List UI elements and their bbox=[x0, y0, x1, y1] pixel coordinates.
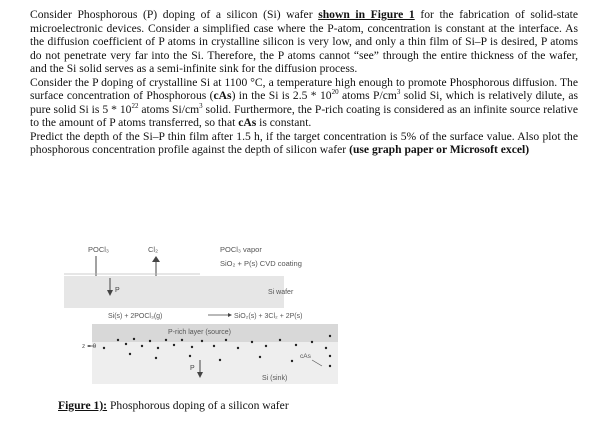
atom bbox=[265, 345, 267, 347]
reaction-reactants: Si(s) + 2POCl₃(g) bbox=[108, 313, 163, 320]
atom bbox=[325, 347, 327, 349]
paragraph-3: Predict the depth of the Si–P thin film after 1.5 h, if the target concentration is 5% of the surface value. Also plot the phosphorous concentration profile against the depth of silicon wafer (use graph paper or Microsoft excel) bbox=[30, 129, 578, 156]
atom bbox=[103, 347, 105, 349]
diagram bbox=[30, 236, 410, 396]
upper-wafer bbox=[64, 276, 284, 308]
atom bbox=[129, 353, 131, 355]
atom bbox=[125, 343, 127, 345]
atom bbox=[295, 344, 297, 346]
figure-1 bbox=[30, 236, 410, 396]
atom bbox=[329, 355, 331, 357]
atom bbox=[189, 355, 191, 357]
atom bbox=[259, 356, 261, 358]
z0-label: z = 0 bbox=[82, 343, 97, 350]
atom bbox=[149, 340, 151, 342]
cvd-coating-label: SiO₂ + P(s) CVD coating bbox=[220, 259, 302, 268]
atom bbox=[173, 344, 175, 346]
instruction-bold: (use graph paper or Microsoft excel) bbox=[349, 143, 530, 156]
paragraph-1: Consider Phosphorous (P) doping of a silicon (Si) wafer shown in Figure 1 for the fabrication of solid-state microelectronic devices. Consider a simplified case where the P-atom, concentration is constant at the interface. As the diffusion coefficient of P atoms in crystalline silicon is very low, and only a thin film of Si–P is desired, P atoms do not penetrate very far into the Si. Therefore, the P atoms cannot “see” through the entire thickness of the wafer, and the Si solid serves as a semi-infinite sink for the diffusion process. bbox=[30, 8, 578, 75]
atom bbox=[329, 365, 331, 367]
atom bbox=[181, 339, 183, 341]
cas-label: cAs bbox=[300, 353, 311, 360]
reaction-arrow-head bbox=[228, 313, 232, 317]
atom bbox=[219, 359, 221, 361]
atom bbox=[191, 346, 193, 348]
atom bbox=[311, 341, 313, 343]
atom bbox=[201, 340, 203, 342]
p-arrow-label: P bbox=[115, 287, 120, 294]
si-sink-label: Si (sink) bbox=[262, 375, 288, 382]
atom bbox=[291, 360, 293, 362]
si-wafer-label: Si wafer bbox=[268, 289, 294, 296]
atom bbox=[225, 339, 227, 341]
atom bbox=[157, 347, 159, 349]
atom bbox=[279, 339, 281, 341]
atom bbox=[155, 357, 157, 359]
si-sink-region bbox=[92, 342, 338, 384]
atom bbox=[165, 339, 167, 341]
atom bbox=[213, 345, 215, 347]
atom bbox=[329, 335, 331, 337]
cl2-arrow-head bbox=[152, 256, 160, 262]
atom bbox=[141, 345, 143, 347]
figure-caption: Figure 1): Phosphorous doping of a silicon wafer bbox=[58, 399, 289, 412]
figure-reference[interactable]: shown in Figure 1 bbox=[318, 8, 415, 21]
atom bbox=[251, 341, 253, 343]
pocl3-vapor-label: POCl₃ vapor bbox=[220, 245, 262, 254]
problem-text bbox=[30, 8, 578, 157]
pocl3-label: POCl₃ bbox=[88, 245, 109, 254]
surface-concentration-symbol: cAs bbox=[213, 89, 232, 102]
atom bbox=[133, 338, 135, 340]
atom bbox=[237, 347, 239, 349]
paragraph-2: Consider the P doping of crystalline Si at 1100 °C, a temperature high enough to promote Phosphorous diffusion. The surface concentration of Phosphorous (cAs) in the Si is $2.5 * 10^{20}$ atoms $P/cm^3$ solid Si, which is relatively dilute, as pure solid Si is $5 * 10^{22}$ atoms $Si/cm^3$ solid. Furthermore, the P-rich coating is considered as an infinite source relative to the amount of P atoms transferred, so that cAs is constant. bbox=[30, 75, 578, 129]
p-rich-layer-label: P-rich layer (source) bbox=[168, 329, 232, 336]
atom bbox=[117, 339, 119, 341]
reaction-products: SiO₂(s) + 3Cl₂ + 2P(s) bbox=[234, 313, 303, 320]
p-bottom-label: P bbox=[190, 365, 195, 372]
cl2-label: Cl₂ bbox=[148, 245, 158, 254]
